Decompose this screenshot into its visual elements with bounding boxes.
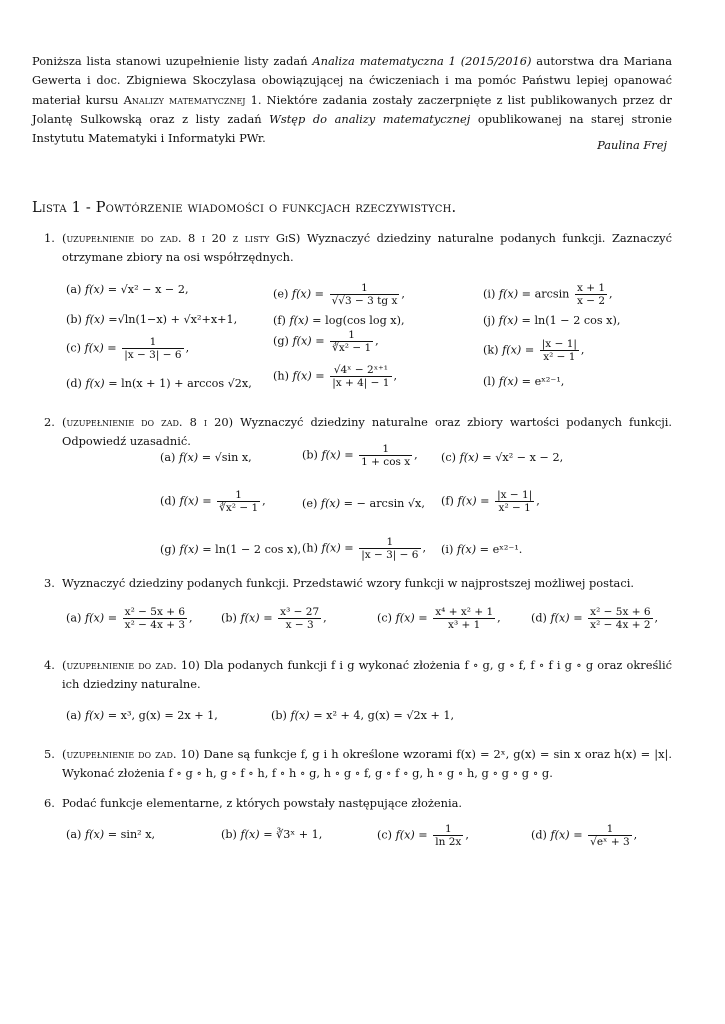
item-4a: (a) f(x) = x³, g(x) = 2x + 1,	[66, 709, 218, 722]
item-2h: (h) f(x) = $\frac{1}{|x - 3| - 6}$ ,	[302, 536, 427, 561]
item-1k: (k) f(x) = $\frac{|x - 1|}{\text{x² − 1}}$ ,	[483, 338, 585, 363]
problem-number: 4.	[44, 658, 55, 672]
problem-number: 6.	[44, 796, 55, 810]
item-1j: (j) f(x) = ln(1 − 2 cos x),	[483, 314, 621, 327]
problem-1	[44, 229, 672, 267]
book-title: Analiza matematyczna 1 (2015/2016)	[312, 54, 532, 68]
item-6c: (c) f(x) = $\frac{1}{\ln 2x}$ ,	[377, 823, 469, 848]
list-title: Lista 1 - Powtórzenie wiadomości o funkcjach rzeczywistych.	[32, 200, 457, 216]
problem-text: Dane są funkcje f, g i h określone wzorami f(x) = 2ˣ, g(x) = sin x oraz h(x) = |x|. Wykonać złożenia f ∘ g ∘ h, g ∘ f ∘ h, f ∘ h ∘ g, h ∘ g ∘ f, g ∘ f ∘ g, h ∘ g ∘ h, g ∘ g ∘ g ∘ g.	[62, 747, 672, 780]
intro-paragraph	[32, 52, 672, 148]
item-2c: (c) f(x) = √x² − x − 2,	[441, 451, 564, 464]
item-1f: (f) f(x) = log(cos log x),	[273, 314, 405, 327]
item-3b: (b) f(x) = $\frac{\text{x³ − 27}}{x - 3}$ ,	[221, 606, 327, 631]
problem-text: Dla podanych funkcji f i g wykonać złożenia f ∘ g, g ∘ f, f ∘ f i g ∘ g oraz określić ich dziedziny naturalne.	[62, 658, 672, 691]
item-2a: (a) f(x) = √sin x,	[160, 451, 252, 464]
item-1i: (i) f(x) = arcsin $\frac{x + 1}{x - 2}$ ,	[483, 282, 613, 307]
problem-text: Wyznaczyć dziedziny naturalne oraz zbiory wartości podanych funkcji. Odpowiedź uzasadnić.	[62, 415, 672, 448]
problem-3	[44, 574, 672, 593]
problem-tag: (uzupełnienie do zad. 8 i 20 z listy GiS)	[62, 231, 301, 245]
item-3c: (c) f(x) = $\frac{\text{x⁴ + x² + 1}}{\text{x³ + 1}}$ ,	[377, 606, 501, 631]
problem-6	[44, 794, 672, 813]
problem-text: Wyznaczyć dziedziny naturalne podanych funkcji. Zaznaczyć otrzymane zbiory na osi współrzędnych.	[62, 231, 672, 264]
item-2d: (d) f(x) = $\frac{1}{\text{∛x² − 1}}$ ,	[160, 489, 266, 514]
problem-tag: (uzupełnienie do zad. 8 i 20)	[62, 415, 234, 429]
item-2b: (b) f(x) = $\frac{1}{\text{1 + cos x}}$ ,	[302, 443, 418, 468]
item-4b: (b) f(x) = x² + 4, g(x) = √2x + 1,	[271, 709, 455, 722]
author-name: Paulina Frej	[597, 138, 667, 152]
item-1a: (a) f(x) = √x² − x − 2,	[66, 283, 189, 296]
item-1h: (h) f(x) = $\frac{\text{√4ˣ − 2ˣ⁺¹}}{|x + 4| - 1}$ ,	[273, 364, 398, 389]
item-1g: (g) f(x) = $\frac{1}{\text{∛x² − 1}}$ ,	[273, 329, 379, 354]
problem-number: 2.	[44, 415, 55, 429]
item-2g: (g) f(x) = ln(1 − 2 cos x),	[160, 543, 302, 556]
course-name: Analizy matematycznej 1	[123, 92, 258, 107]
intro-text: . Niektóre zadania zostały zaczerpnięte z list publikowanych przez dr Jolantę Sulkowską oraz z listy zadań	[32, 92, 672, 126]
item-2i: (i) f(x) = eˣ²⁻¹.	[441, 543, 523, 556]
intro-text: Poniższa lista stanowi uzupełnienie listy zadań	[32, 54, 313, 68]
problem-text: Wyznaczyć dziedziny podanych funkcji. Przedstawić wzory funkcji w najprostszej możliwej postaci.	[62, 576, 634, 590]
problem-text: Podać funkcje elementarne, z których powstały następujące złożenia.	[62, 796, 463, 810]
problem-tag: (uzupełnienie do zad. 10)	[62, 658, 200, 672]
item-3d: (d) f(x) = $\frac{\text{x² − 5x + 6}}{\text{x² − 4x + 2}}$ ,	[531, 606, 659, 631]
item-1l: (l) f(x) = eˣ²⁻¹,	[483, 375, 565, 388]
item-2e: (e) f(x) = − arcsin √x,	[302, 497, 425, 510]
item-1d: (d) f(x) = ln(x + 1) + arccos √2x,	[66, 377, 252, 390]
item-3a: (a) f(x) = $\frac{\text{x² − 5x + 6}}{\text{x² − 4x + 3}}$ ,	[66, 606, 193, 631]
intro-text: opublikowanej na starej stronie Instytutu Matematyki i Informatyki PWr.	[32, 111, 672, 146]
problem-4	[44, 656, 672, 694]
item-2f: (f) f(x) = $\frac{|x - 1|}{\text{x² − 1}}$ ,	[441, 489, 540, 514]
book-title: Wstęp do analizy matematycznej	[269, 111, 471, 126]
item-6a: (a) f(x) = sin² x,	[66, 828, 156, 841]
problem-number: 5.	[44, 747, 55, 761]
item-6b: (b) f(x) = ∛3ˣ + 1,	[221, 828, 323, 841]
item-1e: (e) f(x) = $\frac{1}{\text{√√3 − 3 tg x}}$ ,	[273, 282, 405, 307]
item-6d: (d) f(x) = $\frac{1}{\text{√eˣ + 3}}$ ,	[531, 823, 638, 848]
intro-text: autorstwa dra Mariana Gewerta i doc. Zbigniewa Skoczylasa obowiązującej na ćwiczeniach i ma pomóc Państwu lepiej opanować materiał kursu	[32, 54, 672, 107]
item-1c: (c) f(x) = $\frac{1}{|x - 3| - 6}$ ,	[66, 336, 190, 361]
problem-tag: (uzupełnienie do zad. 10)	[62, 747, 200, 761]
problem-number: 1.	[44, 231, 55, 245]
problem-5	[44, 745, 672, 783]
item-1b: (b) f(x) =√ln(1−x) + √x²+x+1,	[66, 313, 238, 326]
problem-number: 3.	[44, 576, 55, 590]
